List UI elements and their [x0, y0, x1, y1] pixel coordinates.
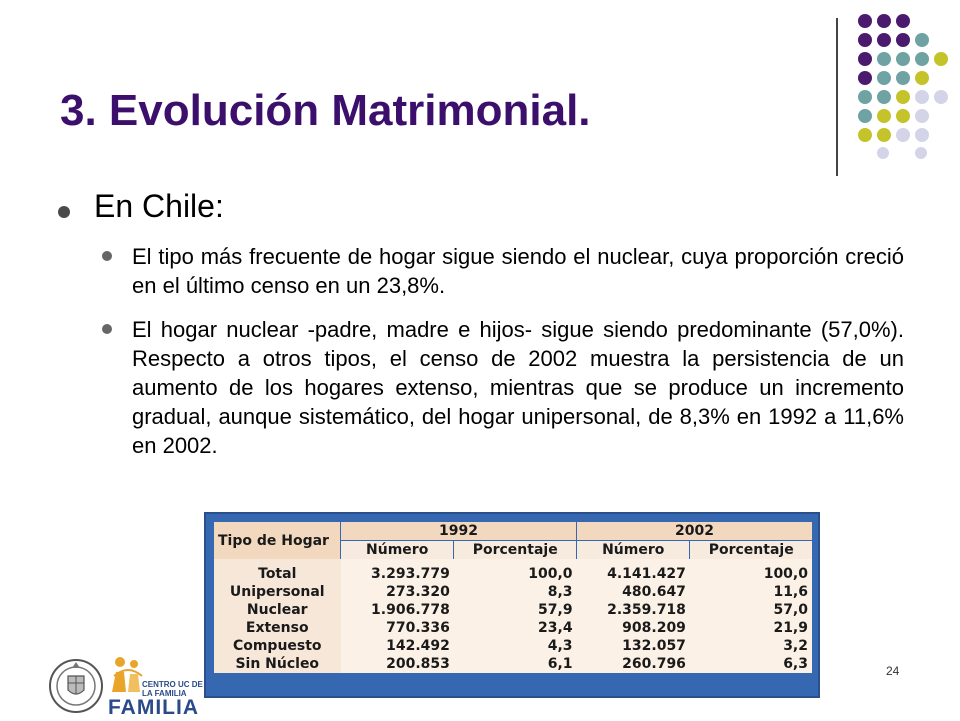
cell-value: 11,6	[690, 583, 812, 601]
household-type-table	[214, 522, 812, 673]
cell-value: 100,0	[690, 559, 812, 583]
bullet-text-1: El tipo más frecuente de hogar sigue siendo el nuclear, cuya proporción creció en el último censo en un 23,8%.	[132, 244, 904, 298]
table-row	[214, 583, 812, 601]
section-heading: En Chile:	[94, 188, 224, 224]
row-label: Total	[214, 559, 341, 583]
cell-value: 100,0	[454, 559, 577, 583]
cell-value: 3,2	[690, 637, 812, 655]
bullet-dot	[102, 324, 112, 334]
row-label: Sin Núcleo	[214, 655, 341, 673]
university-seal-logo	[48, 656, 104, 716]
slide-title: 3. Evolución Matrimonial.	[60, 86, 591, 135]
cell-value: 770.336	[341, 619, 454, 637]
cell-value: 142.492	[341, 637, 454, 655]
table-row	[214, 559, 812, 583]
cell-value: 21,9	[690, 619, 812, 637]
cell-value: 273.320	[341, 583, 454, 601]
cell-value: 4.141.427	[577, 559, 690, 583]
page-number: 24	[886, 664, 900, 678]
subheader-porcentaje-2002: Porcentaje	[690, 541, 812, 560]
subheader-porcentaje-1992: Porcentaje	[454, 541, 577, 560]
cell-value: 200.853	[341, 655, 454, 673]
household-type-table-image	[204, 512, 820, 698]
cell-value: 132.057	[577, 637, 690, 655]
row-label: Nuclear	[214, 601, 341, 619]
cell-value: 1.906.778	[341, 601, 454, 619]
table-corner-header: Tipo de Hogar	[214, 522, 341, 559]
logo-familia-text: FAMILIA	[108, 696, 199, 719]
cell-value: 3.293.779	[341, 559, 454, 583]
row-label: Unipersonal	[214, 583, 341, 601]
year-header-1992: 1992	[341, 522, 577, 541]
cell-value: 2.359.718	[577, 601, 690, 619]
bullet-text-2: El hogar nuclear -padre, madre e hijos- sigue siendo predominante (57,0%). Respecto a otros tipos, el censo de 2002 muestra la persistencia de un aumento de los hogares extenso, mientras que se produce un incremento gradual, aunque sistemático, del hogar unipersonal, de 8,3% en 1992 a 11,6% en 2002.	[132, 317, 904, 458]
subheader-numero-1992: Número	[341, 541, 454, 560]
cell-value: 908.209	[577, 619, 690, 637]
table-row	[214, 601, 812, 619]
table-row	[214, 637, 812, 655]
cell-value: 6,3	[690, 655, 812, 673]
cell-value: 480.647	[577, 583, 690, 601]
cell-value: 260.796	[577, 655, 690, 673]
row-label: Extenso	[214, 619, 341, 637]
cell-value: 23,4	[454, 619, 577, 637]
cell-value: 6,1	[454, 655, 577, 673]
decorative-dot-grid	[850, 14, 950, 154]
centro-familia-logo	[108, 654, 203, 719]
cell-value: 8,3	[454, 583, 577, 601]
logo-text-line2: LA FAMILIA	[142, 689, 187, 698]
logo-text-line1: CENTRO UC DE	[142, 680, 203, 689]
decorative-divider	[836, 18, 838, 176]
subheader-numero-2002: Número	[577, 541, 690, 560]
cell-value: 57,9	[454, 601, 577, 619]
bullet-dot	[102, 251, 112, 261]
cell-value: 57,0	[690, 601, 812, 619]
year-header-2002: 2002	[577, 522, 812, 541]
bullet-dot	[58, 206, 70, 218]
row-label: Compuesto	[214, 637, 341, 655]
table-row	[214, 619, 812, 637]
table-row	[214, 655, 812, 673]
cell-value: 4,3	[454, 637, 577, 655]
